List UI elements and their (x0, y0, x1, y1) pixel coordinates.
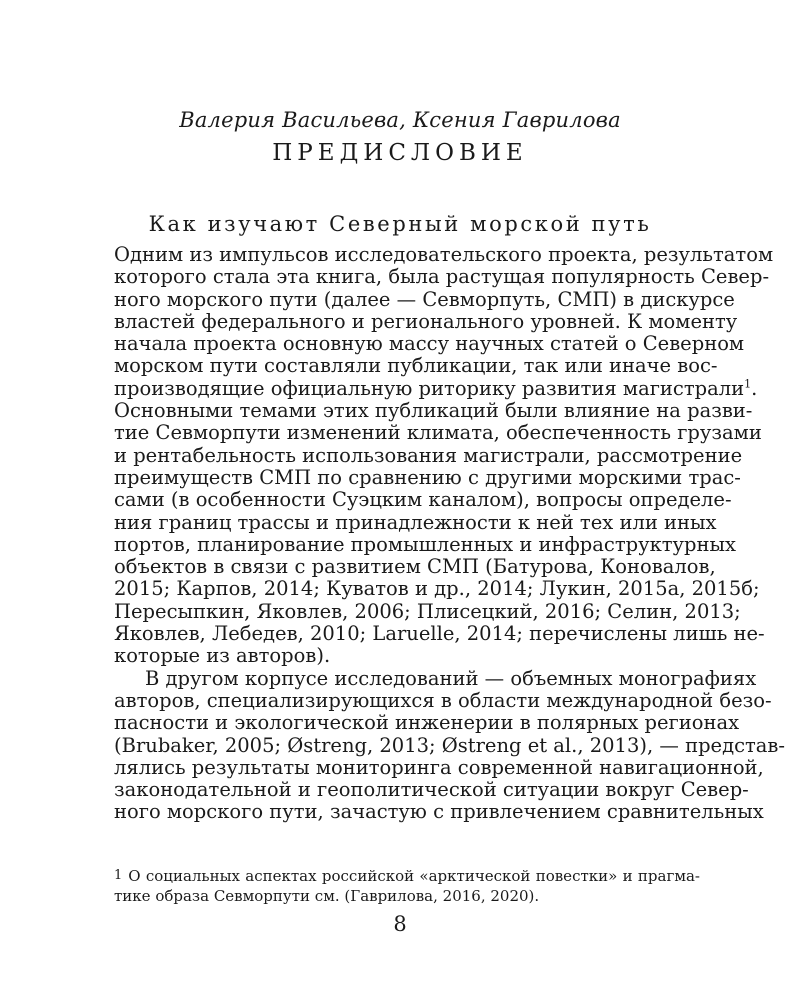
text-line: преимуществ СМП по сравнению с другими морскими трас- (114, 465, 741, 489)
text-line: которого стала эта книга, была растущая популярность Север- (114, 265, 770, 289)
text-line: и рентабельность использования магистрали, рассмотрение (114, 443, 743, 467)
text-line: законодательной и геополитической ситуации вокруг Север- (114, 778, 749, 802)
text-line: производящие официальную риторику развития магистрали$^1$. (114, 376, 758, 400)
text-line: Одним из импульсов исследовательского проекта, результатом (114, 243, 774, 266)
text-line: Пересыпкин, Яковлев, 2006; Плисецкий, 2016; Селин, 2013; (114, 599, 741, 623)
text-line: ного морского пути, зачастую с привлечением сравнительных (114, 800, 764, 824)
authors-line: Валерия Васильева, Ксения Гаврилова (179, 108, 621, 132)
text-line: ния границ трассы и принадлежности к ней тех или иных (114, 510, 717, 534)
text-line: властей федерального и регионального уровней. К моменту (114, 309, 738, 333)
text-line-content: производящие официальную риторику развития магистрали (114, 376, 745, 400)
text-line: Яковлев, Лебедев, 2010; Laruelle, 2014; перечислены лишь не- (114, 622, 765, 646)
text-line: морском пути составляли публикации, так или иначе вос- (114, 354, 718, 378)
text-line: пасности и экологической инженерии в полярных регионах (114, 711, 740, 735)
paragraph-2 (114, 666, 785, 824)
text-line: В другом корпусе исследований — объемных монографиях (145, 666, 757, 690)
section-title: Как изучают Северный морской путь (148, 212, 652, 236)
text-line: которые из авторов). (114, 644, 331, 668)
page-number: 8 (393, 912, 407, 936)
text-line: тие Севморпути изменений климата, обеспеченность грузами (114, 421, 762, 445)
text-line: авторов, специализирующихся в области международной безо- (114, 688, 772, 712)
text-line: портов, планирование промышленных и инфраструктурных (114, 532, 737, 556)
chapter-title: ПРЕДИСЛОВИЕ (272, 140, 528, 166)
footnote-marker: 1 (114, 868, 123, 883)
text-line: ного морского пути (далее — Севморпуть, СМП) в дискурсе (114, 287, 735, 311)
text-line: Основными темами этих публикаций были влияние на разви- (114, 399, 753, 423)
footnote-line (114, 865, 700, 886)
text-line: лялись результаты мониторинга современной навигационной, (114, 755, 764, 779)
text-line: (Brubaker, 2005; Østreng, 2013; Østreng et al., 2013), — представ- (114, 733, 785, 757)
footnote-line: тике образа Севморпути см. (Гаврилова, 2016, 2020). (114, 887, 540, 905)
text-line: начала проекта основную массу научных статей о Северном (114, 332, 745, 356)
text-line: объектов в связи с развитием СМП (Батурова, Коновалов, (114, 555, 716, 579)
paragraph-1 (114, 243, 774, 668)
body-text (114, 243, 785, 824)
footnote-reference[interactable]: 1 (744, 377, 752, 391)
text-line: 2015; Карпов, 2014; Куватов и др., 2014; Лукин, 2015а, 2015б; (114, 577, 760, 601)
footnote (114, 865, 700, 907)
text-line: сами (в особенности Суэцким каналом), вопросы определе- (114, 488, 732, 512)
footnote-text: О социальных аспектах российской «арктической повестки» и прагма- (128, 867, 700, 885)
